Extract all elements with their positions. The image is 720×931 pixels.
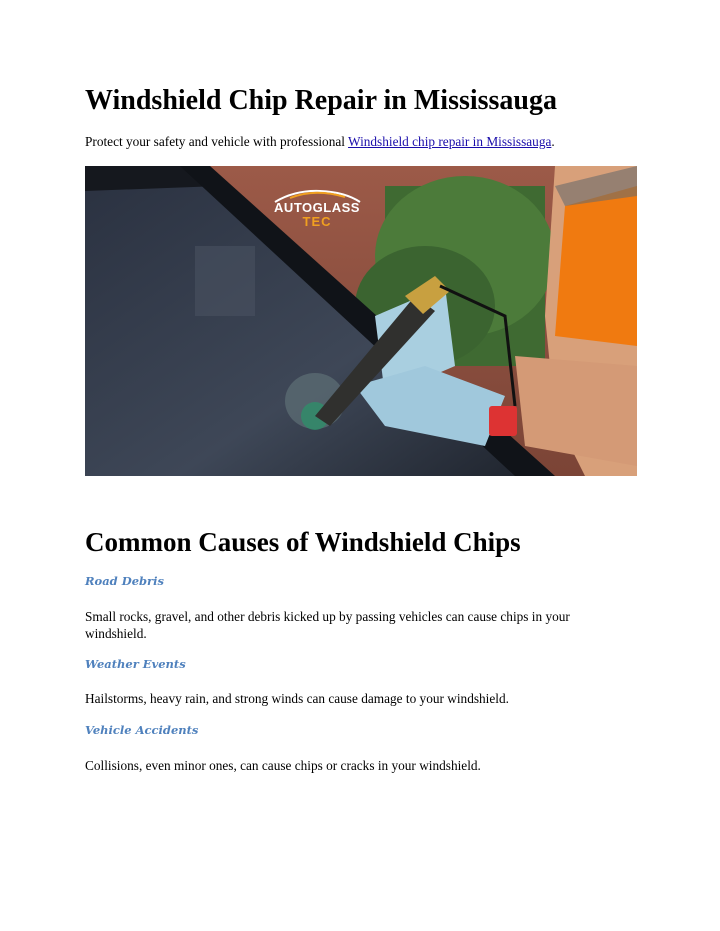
page-title: Windshield Chip Repair in Mississauga <box>85 85 558 116</box>
paragraph-vehicle-accidents: Collisions, even minor ones, can cause chips or cracks in your windshield. <box>85 758 481 773</box>
subheading-weather-events: Weather Events <box>85 657 186 671</box>
intro-period: . <box>551 134 555 149</box>
subheading-vehicle-accidents: Vehicle Accidents <box>85 723 199 737</box>
logo-text-autoglass: AUTOGLASS <box>274 200 360 215</box>
intro-text: Protect your safety and vehicle with professional <box>85 134 349 149</box>
autoglass-tec-logo <box>265 188 369 232</box>
logo-text-tec: TEC <box>302 214 332 229</box>
windshield-chip-repair-link[interactable]: Windshield chip repair in Mississauga <box>348 134 552 149</box>
paragraph-road-debris: Small rocks, gravel, and other debris kicked up by passing vehicles can cause chips in your windshield. <box>85 609 570 641</box>
section-heading: Common Causes of Windshield Chips <box>85 527 521 557</box>
hero-image <box>85 166 637 476</box>
subheading-road-debris: Road Debris <box>85 574 164 588</box>
paragraph-weather-events: Hailstorms, heavy rain, and strong winds can cause damage to your windshield. <box>85 691 509 706</box>
intro-paragraph <box>85 133 555 151</box>
